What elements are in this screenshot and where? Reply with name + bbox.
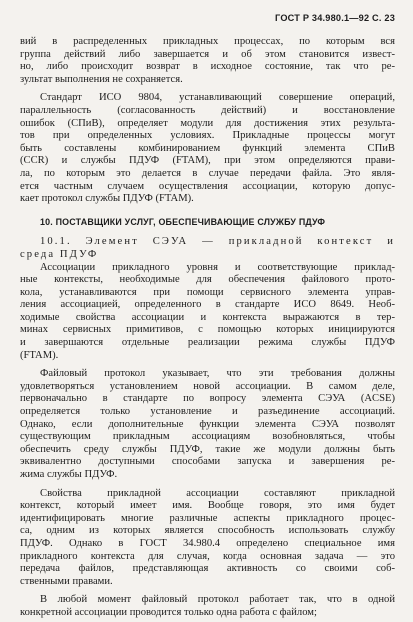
paragraph-file-protocol xyxy=(20,368,395,481)
text-line: ственными правами. xyxy=(20,575,113,587)
paragraph-application-context xyxy=(20,488,395,589)
text-line: передача файлов, представляющая активность со своими соб- xyxy=(20,563,395,575)
text-line: ПДУФ. Однако в ГОСТ 34.980.4 определено специальное имя xyxy=(20,537,395,549)
text-line: Однако, если дополнительные функции элемента СЭУА позволят xyxy=(20,418,395,430)
subsection-title xyxy=(20,236,395,261)
text-line: первоначально в стандарте по вопросу элемента СЭУА (ACSE) xyxy=(20,393,395,405)
text-line: зультат выполнения не сохраняется. xyxy=(20,73,183,85)
text-line: ла, по которым это делается в случае передачи файла. Это явля- xyxy=(20,167,395,179)
subsection-title-line: 10.1. Элемент СЭУА — прикладной контекст и xyxy=(40,236,395,248)
text-line: удовлетворяться установлением новой ассоциации. В самом деле, xyxy=(20,380,395,392)
text-line: быть составлены комбинированием функций элемента СПиВ xyxy=(20,142,395,154)
text-line: эквивалентно доступными способами запуска и завершения ре- xyxy=(20,456,395,468)
text-line: жима службы ПДУФ. xyxy=(20,469,118,480)
section-heading: 10. ПОСТАВЩИКИ УСЛУГ, ОБЕСПЕЧИВАЮЩИЕ СЛУЖБУ ПДУФ xyxy=(40,216,326,227)
text-line: и завершаются отдельные реализации режима службы ПДУФ xyxy=(20,337,395,349)
text-line: ления ассоциацией, определенного в стандарте ИСО 8649. Необ- xyxy=(20,299,395,311)
text-line: группа действий либо завершается и об этом становится извест- xyxy=(20,48,395,60)
text-line: Файловый протокол указывает, что эти требования должны xyxy=(40,368,395,380)
text-line: кает протокол службы ПДУФ (FTAM). xyxy=(20,193,194,205)
text-line: контекст, который имеет имя. Вообще говоря, это имя будет xyxy=(20,500,395,512)
text-line: (FTAM). xyxy=(20,349,59,361)
text-line: существующим прикладным ассоциациям возобновляться, чтобы xyxy=(20,431,395,443)
text-line: ные контексты, необходимые для обеспечения файлового прото- xyxy=(20,274,395,286)
text-line: кола, устанавливаются при помощи сервисного элемента управ- xyxy=(20,286,395,298)
subsection-title-line: среда ПДУФ xyxy=(20,248,99,260)
text-line: Стандарт ИСО 9804, устанавливающий совершение операций, xyxy=(40,92,395,104)
text-line: определяется только установление и разъединение ассоциаций. xyxy=(20,406,395,418)
text-line: В любой момент файловый протокол работает так, что в одной xyxy=(40,594,395,606)
text-line: тов при определенных условиях. Прикладные процессы могут xyxy=(20,130,395,142)
text-line: ходимые свойства ассоциации и контекста выражаются в тер- xyxy=(20,311,395,323)
text-line: минах сервисных примитивов, с помощью которых инициируются xyxy=(20,324,395,336)
text-line: идентифицировать многие различные аспекты прикладного процес- xyxy=(20,512,395,524)
text-line: (CCR) и службы ПДУФ (FTAM), при этом определяются прави- xyxy=(20,155,395,167)
text-line: ется частным случаем осуществления ассоциации, которую допус- xyxy=(20,180,395,192)
text-line: параллельность (согласованность действий) и восстановление xyxy=(20,104,395,116)
page-header: ГОСТ Р 34.980.1—92 С. 23 xyxy=(275,13,395,23)
document-body xyxy=(20,36,395,620)
text-line: но, либо происходит возврат в исходное состояние, так что ре- xyxy=(20,61,395,73)
text-line: обеспечить среду службы ПДУФ, такие же модули должны быть xyxy=(20,443,395,455)
text-line: конкретной ассоциации проводится только одна работа с файлом; xyxy=(20,606,317,618)
text-line: ошибок (СПиВ), определяет модули для достижения этих результа- xyxy=(20,117,395,129)
text-line: Ассоциации прикладного уровня и соответствующие приклад- xyxy=(40,261,395,273)
text-line: са, одним из которых является способность использовать службу xyxy=(20,525,395,537)
paragraph-associations xyxy=(20,262,395,363)
paragraph-continuation xyxy=(20,36,395,86)
text-line: прикладного контекста для случая, когда основная задача — это xyxy=(20,550,395,562)
text-line: вий в распределенных прикладных процессах, по которым вся xyxy=(20,36,395,47)
paragraph-iso-9804 xyxy=(20,92,395,205)
paragraph-file-work xyxy=(20,594,395,619)
text-line: Свойства прикладной ассоциации составляют прикладной xyxy=(40,487,395,499)
